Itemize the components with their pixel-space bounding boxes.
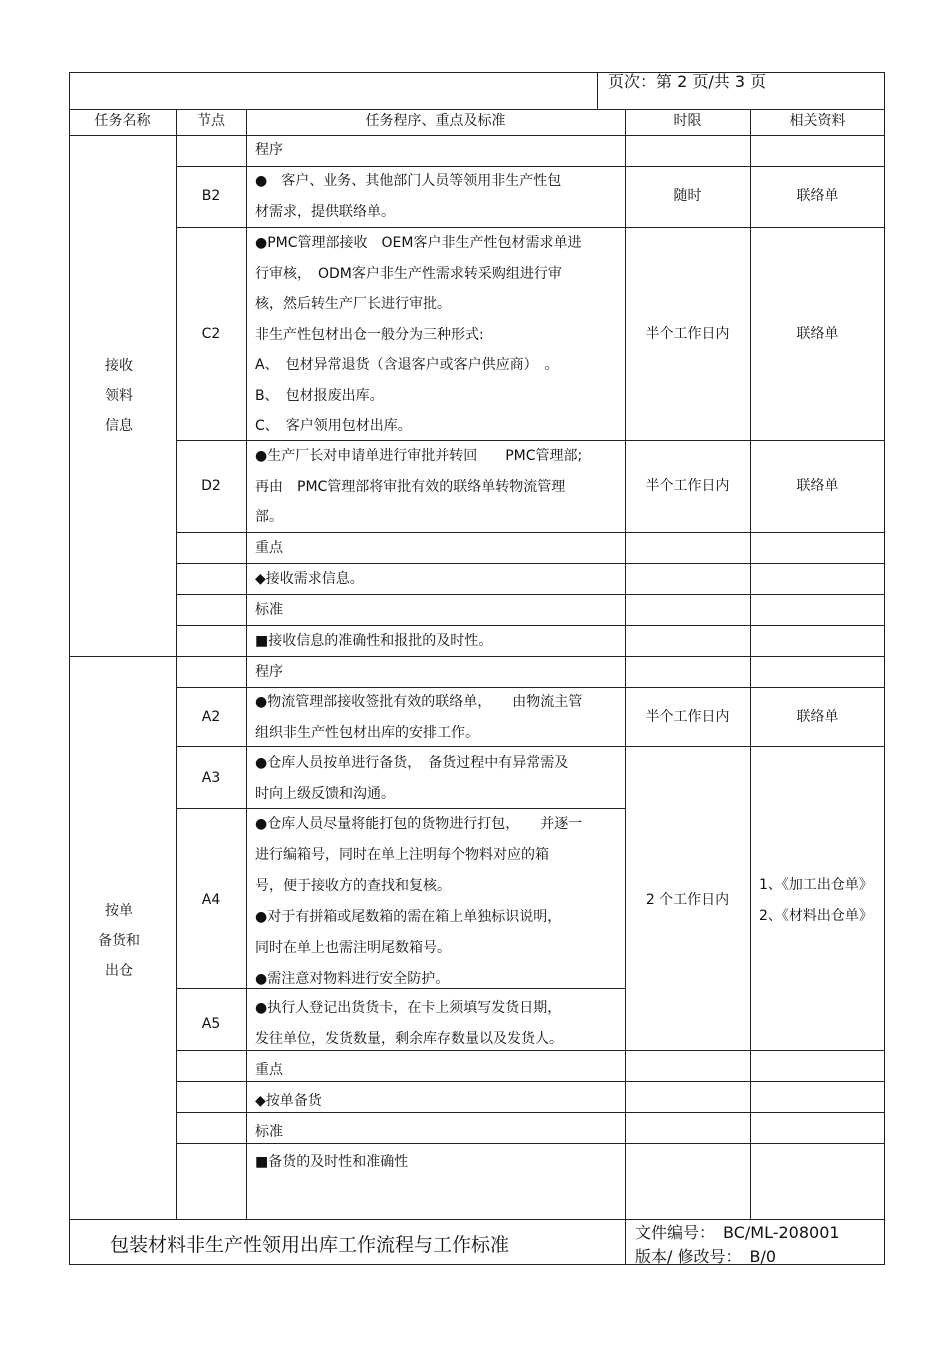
task-name-line: 按单 xyxy=(105,903,133,919)
time-limit: 半个工作日内 xyxy=(645,709,730,725)
standard-text: ■备货的及时性和准确性 xyxy=(255,1154,409,1170)
procedure-text xyxy=(255,748,568,810)
procedure-text xyxy=(255,166,561,228)
time-limit: 随时 xyxy=(673,188,702,204)
procedure-text xyxy=(255,228,581,442)
header-task-name: 任务名称 xyxy=(94,113,151,129)
procedure-line: ●仓库人员尽量将能打包的货物进行打包， 并逐一 xyxy=(255,816,583,832)
related-materials-list xyxy=(759,870,873,932)
procedure-line: ●执行人登记出货货卡，在卡上须填写发货日期， xyxy=(255,1000,562,1016)
related-material: 联络单 xyxy=(796,709,839,725)
procedure-text xyxy=(255,993,563,1055)
task-name-line: 备货和 xyxy=(98,933,140,949)
node-d2: D2 xyxy=(201,478,221,494)
rule xyxy=(176,109,177,1219)
standard-label: 标准 xyxy=(255,602,283,618)
rule xyxy=(597,72,598,109)
document-number: 文件编号： BC/ML-208001 xyxy=(635,1223,840,1242)
node-c2: C2 xyxy=(201,326,221,342)
procedure-line: 部。 xyxy=(255,509,283,525)
document-title: 包装材料非生产性领用出库工作流程与工作标准 xyxy=(110,1234,510,1256)
related-material: 1、《加工出仓单》 xyxy=(759,877,873,893)
key-label: 重点 xyxy=(255,1062,283,1078)
time-limit: 半个工作日内 xyxy=(645,326,730,342)
procedure-line: 再由 PMC管理部将审批有效的联络单转物流管理 xyxy=(255,478,566,495)
procedure-label: 程序 xyxy=(255,142,283,158)
key-text: ◆接收需求信息。 xyxy=(255,571,364,587)
procedure-line: A、 包材异常退货（含退客户或客户供应商） 。 xyxy=(255,357,559,373)
time-limit: 半个工作日内 xyxy=(645,478,730,494)
procedure-line: ●物流管理部接收签批有效的联络单， 由物流主管 xyxy=(255,694,583,710)
node-a5: A5 xyxy=(201,1016,221,1032)
node-a4: A4 xyxy=(201,892,221,908)
task-name-cell xyxy=(69,351,169,441)
header-procedure: 任务程序、重点及标准 xyxy=(365,113,506,129)
procedure-line: 同时在单上也需注明尾数箱号。 xyxy=(255,940,451,956)
procedure-line: 发往单位，发货数量，剩余库存数量以及发货人。 xyxy=(255,1031,563,1047)
key-label: 重点 xyxy=(255,540,283,556)
rule xyxy=(625,109,626,1265)
rule xyxy=(69,1219,885,1220)
node-a3: A3 xyxy=(201,770,221,786)
related-material: 联络单 xyxy=(796,326,839,342)
page-number: 页次：第 2 页/共 3 页 xyxy=(608,72,767,91)
procedure-line: 时向上级反馈和沟通。 xyxy=(255,786,395,802)
rule xyxy=(246,109,247,1219)
procedure-line: 材需求，提供联络单。 xyxy=(255,204,395,220)
key-text: ◆按单备货 xyxy=(255,1093,322,1109)
task-name-cell xyxy=(69,896,169,986)
rule xyxy=(750,109,751,1219)
related-material: 联络单 xyxy=(796,188,839,204)
procedure-line: ●生产厂长对申请单进行审批并转回 PMC管理部; xyxy=(255,448,583,464)
procedure-line: ●PMC管理部接收 OEM客户非生产性包材需求单进 xyxy=(255,235,582,251)
rule xyxy=(69,135,885,136)
header-node: 节点 xyxy=(197,113,225,129)
procedure-line: B、 包材报废出库。 xyxy=(255,387,384,404)
procedure-text xyxy=(255,809,582,995)
procedure-line: ●需注意对物料进行安全防护。 xyxy=(255,971,450,987)
procedure-line: 核，然后转生产厂长进行审批。 xyxy=(255,296,451,312)
procedure-line: ●仓库人员按单进行备货， 备货过程中有异常需及 xyxy=(255,755,569,771)
header-time-limit: 时限 xyxy=(673,113,702,129)
procedure-text xyxy=(255,687,582,749)
standard-label: 标准 xyxy=(255,1124,283,1140)
related-material: 联络单 xyxy=(796,478,839,494)
procedure-label: 程序 xyxy=(255,664,283,680)
procedure-text xyxy=(255,441,582,533)
task-name-line: 领料 xyxy=(105,388,133,404)
procedure-line: 进行编箱号，同时在单上注明每个物料对应的箱 xyxy=(255,847,549,863)
procedure-line: 号，便于接收方的查找和复核。 xyxy=(255,878,451,894)
task-name-line: 信息 xyxy=(105,418,133,434)
procedure-line: ●对于有拼箱或尾数箱的需在箱上单独标识说明， xyxy=(255,909,562,925)
task-name-line: 出仓 xyxy=(105,963,133,979)
node-a2: A2 xyxy=(201,709,221,725)
node-b2: B2 xyxy=(201,188,221,204)
procedure-line: C、 客户领用包材出库。 xyxy=(255,418,412,434)
time-limit: 2 个工作日内 xyxy=(645,892,730,908)
related-material: 2、《材料出仓单》 xyxy=(759,908,873,924)
procedure-line: ● 客户、业务、其他部门人员等领用非生产性包 xyxy=(255,173,562,189)
standard-text: ■接收信息的准确性和报批的及时性。 xyxy=(255,633,493,649)
procedure-line: 非生产性包材出仓一般分为三种形式: xyxy=(255,326,484,343)
task-name-line: 接收 xyxy=(105,358,133,374)
version-number: 版本/ 修改号： B/0 xyxy=(635,1247,777,1266)
procedure-line: 组织非生产性包材出库的安排工作。 xyxy=(255,725,479,741)
header-materials: 相关资料 xyxy=(789,113,846,129)
procedure-line: 行审核， ODM客户非生产性需求转采购组进行审 xyxy=(255,265,562,282)
